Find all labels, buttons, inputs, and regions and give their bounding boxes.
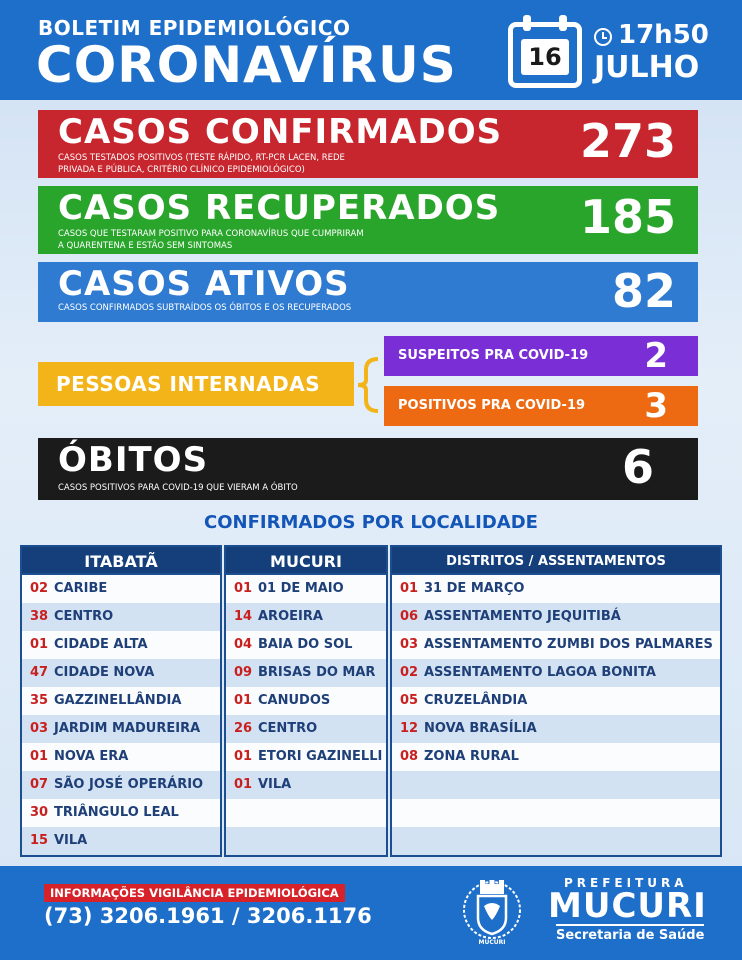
case-count: 02 xyxy=(30,581,49,596)
prefeitura-name: MUCURI xyxy=(548,886,707,926)
card-desc-line: PRIVADA E PÚBLICA, CRITÉRIO CLÍNICO EPIDEMIOLÓGICO) xyxy=(58,165,305,175)
localidade-title: CONFIRMADOS POR LOCALIDADE xyxy=(204,512,538,533)
table-rows xyxy=(20,575,222,857)
table-row xyxy=(22,743,220,771)
case-count: 47 xyxy=(30,665,49,680)
card-ativos xyxy=(38,262,698,322)
table-row xyxy=(226,743,386,771)
locality-name: ASSENTAMENTO JEQUITIBÁ xyxy=(424,609,621,624)
case-count: 14 xyxy=(234,609,253,624)
locality-name: VILA xyxy=(54,833,88,848)
column-header: ITABATÃ xyxy=(20,545,222,575)
case-count: 01 xyxy=(234,693,253,708)
table-row xyxy=(392,799,720,827)
table-row xyxy=(22,715,220,743)
case-count: 09 xyxy=(234,665,253,680)
case-count: 01 xyxy=(30,637,49,652)
card-label: CASOS CONFIRMADOS xyxy=(58,112,503,152)
table-row xyxy=(226,715,386,743)
card-label: CASOS RECUPERADOS xyxy=(58,188,501,228)
calendar-day: 16 xyxy=(521,39,569,75)
card-desc-line: CASOS POSITIVOS PARA COVID-19 QUE VIERAM A ÓBITO xyxy=(58,483,298,493)
locality-name: VILA xyxy=(258,777,292,792)
card-label: SUSPEITOS PRA COVID-19 xyxy=(398,348,589,363)
table-row xyxy=(226,659,386,687)
table-row xyxy=(226,771,386,799)
column-header: MUCURI xyxy=(224,545,388,575)
table-distritos xyxy=(390,545,722,857)
locality-name: ASSENTAMENTO LAGOA BONITA xyxy=(424,665,656,680)
table-row xyxy=(392,827,720,855)
table-row xyxy=(392,659,720,687)
info-label: INFORMAÇÕES VIGILÂNCIA EPIDEMIOLÓGICA xyxy=(44,884,345,902)
case-count: 01 xyxy=(234,749,253,764)
case-count: 03 xyxy=(400,637,419,652)
card-value: 3 xyxy=(644,386,668,426)
case-count: 08 xyxy=(400,749,419,764)
locality-name: JARDIM MADUREIRA xyxy=(54,721,201,736)
locality-name: ZONA RURAL xyxy=(424,749,519,764)
card-recuperados xyxy=(38,186,698,254)
locality-name: BAIA DO SOL xyxy=(258,637,353,652)
table-row xyxy=(22,687,220,715)
table-row xyxy=(392,603,720,631)
locality-name: CRUZELÂNDIA xyxy=(424,693,528,708)
table-row xyxy=(226,631,386,659)
table-row xyxy=(392,743,720,771)
table-row xyxy=(226,827,386,855)
brace-icon xyxy=(354,356,380,414)
card-label: CASOS ATIVOS xyxy=(58,264,350,304)
table-row xyxy=(392,715,720,743)
locality-name: ASSENTAMENTO ZUMBI DOS PALMARES xyxy=(424,637,713,652)
prefeitura-label: PREFEITURA xyxy=(564,876,688,890)
case-count: 01 xyxy=(234,581,253,596)
case-count: 07 xyxy=(30,777,49,792)
bulletin-time: 17h50 xyxy=(618,20,709,50)
card-label: POSITIVOS PRA COVID-19 xyxy=(398,398,586,413)
case-count: 05 xyxy=(400,693,419,708)
card-desc-line: CASOS TESTADOS POSITIVOS (TESTE RÁPIDO, RT-PCR LACEN, REDE xyxy=(58,153,345,163)
table-row xyxy=(22,575,220,603)
table-rows xyxy=(390,575,722,857)
card-value: 82 xyxy=(611,264,676,318)
phone-numbers: (73) 3206.1961 / 3206.1176 xyxy=(44,904,372,928)
locality-name: TRIÂNGULO LEAL xyxy=(54,805,179,820)
case-count: 30 xyxy=(30,805,49,820)
locality-name: GAZZINELLÂNDIA xyxy=(54,693,182,708)
card-desc-line: CASOS CONFIRMADOS SUBTRAÍDOS OS ÓBITOS E OS RECUPERADOS xyxy=(58,303,352,313)
card-value: 273 xyxy=(579,114,676,168)
case-count: 06 xyxy=(400,609,419,624)
locality-name: CIDADE ALTA xyxy=(54,637,148,652)
card-value: 2 xyxy=(644,336,668,376)
locality-name: SÃO JOSÉ OPERÁRIO xyxy=(54,777,204,792)
locality-name: BRISAS DO MAR xyxy=(258,665,376,680)
case-count: 15 xyxy=(30,833,49,848)
table-row xyxy=(22,827,220,855)
locality-name: 01 DE MAIO xyxy=(258,581,344,596)
locality-name: NOVA ERA xyxy=(54,749,129,764)
locality-name: NOVA BRASÍLIA xyxy=(424,721,537,736)
table-rows xyxy=(224,575,388,857)
table-row xyxy=(226,687,386,715)
table-mucuri xyxy=(224,545,388,857)
card-positivos xyxy=(384,386,698,426)
locality-name: CENTRO xyxy=(54,609,114,624)
locality-name: AROEIRA xyxy=(258,609,323,624)
table-itabata xyxy=(20,545,222,857)
case-count: 38 xyxy=(30,609,49,624)
table-row xyxy=(22,659,220,687)
case-count: 02 xyxy=(400,665,419,680)
card-value: 185 xyxy=(579,190,676,244)
card-desc-line: A QUARENTENA E ESTÃO SEM SINTOMAS xyxy=(58,241,233,251)
municipal-crest-icon xyxy=(460,876,524,946)
card-obitos xyxy=(38,438,698,500)
card-confirmados xyxy=(38,110,698,178)
clock-icon xyxy=(594,28,612,46)
table-row xyxy=(22,799,220,827)
table-row xyxy=(226,575,386,603)
calendar-icon xyxy=(508,22,582,88)
bulletin-month: JULHO xyxy=(594,50,700,85)
case-count: 26 xyxy=(234,721,253,736)
bulletin-subtitle: BOLETIM EPIDEMIOLÓGICO xyxy=(38,16,351,40)
case-count: 35 xyxy=(30,693,49,708)
card-internadas: PESSOAS INTERNADAS xyxy=(38,362,354,406)
table-row xyxy=(22,603,220,631)
bulletin-title: CORONAVÍRUS xyxy=(36,36,457,94)
table-row xyxy=(226,799,386,827)
case-count: 12 xyxy=(400,721,419,736)
case-count: 03 xyxy=(30,721,49,736)
table-row xyxy=(226,603,386,631)
card-desc-line: CASOS QUE TESTARAM POSITIVO PARA CORONAVÍRUS QUE CUMPRIRAM xyxy=(58,229,364,239)
case-count: 01 xyxy=(30,749,49,764)
crest-lettering: MUCURI xyxy=(478,939,506,946)
case-count: 01 xyxy=(400,581,419,596)
column-header: DISTRITOS / ASSENTAMENTOS xyxy=(390,545,722,575)
card-suspeitos xyxy=(384,336,698,376)
secretaria-label: Secretaria de Saúde xyxy=(556,924,704,943)
locality-name: CANUDOS xyxy=(258,693,331,708)
locality-name: ETORI GAZINELLI xyxy=(258,749,383,764)
table-row xyxy=(392,771,720,799)
table-row xyxy=(392,631,720,659)
table-row xyxy=(22,631,220,659)
locality-name: 31 DE MARÇO xyxy=(424,581,525,596)
card-label: ÓBITOS xyxy=(58,440,209,480)
locality-name: CENTRO xyxy=(258,721,318,736)
locality-name: CIDADE NOVA xyxy=(54,665,155,680)
case-count: 04 xyxy=(234,637,253,652)
case-count: 01 xyxy=(234,777,253,792)
header-banner xyxy=(0,0,742,100)
table-row xyxy=(392,575,720,603)
locality-name: CARIBE xyxy=(54,581,108,596)
table-row xyxy=(22,771,220,799)
card-value: 6 xyxy=(621,440,654,494)
table-row xyxy=(392,687,720,715)
